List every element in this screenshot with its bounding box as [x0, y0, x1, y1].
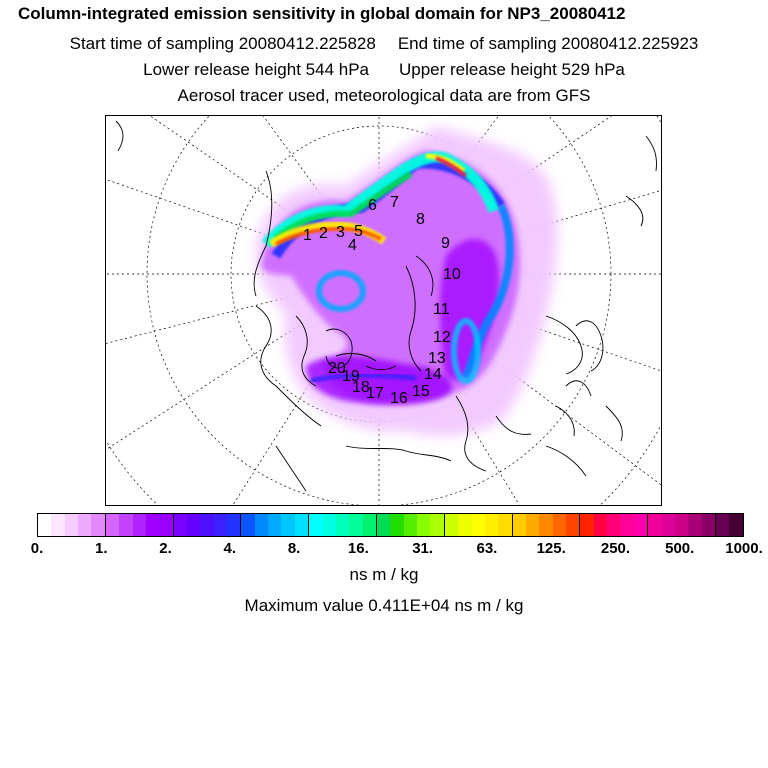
colorbar-cell	[579, 514, 593, 536]
colorbar-ticks	[0, 540, 768, 560]
colorbar-cell	[363, 514, 376, 536]
track-label: 8	[416, 211, 425, 228]
colorbar-cell	[566, 514, 579, 536]
colorbar-cell	[308, 514, 322, 536]
colorbar-cell	[376, 514, 390, 536]
colorbar-cell	[133, 514, 146, 536]
colorbar-cell	[485, 514, 498, 536]
colorbar-cell	[187, 514, 200, 536]
colorbar-cell	[78, 514, 91, 536]
colorbar-cell	[323, 514, 336, 536]
colorbar-cell	[91, 514, 104, 536]
colorbar-cell	[647, 514, 661, 536]
colorbar-cell	[634, 514, 647, 536]
lower-release-label: Lower release height 544 hPa	[143, 60, 369, 79]
colorbar-tick-label: 0.	[30, 540, 44, 557]
colorbar-cell	[662, 514, 675, 536]
track-label: 3	[336, 224, 345, 241]
colorbar-cell	[675, 514, 688, 536]
colorbar-tick-label: 31.	[412, 540, 434, 557]
colorbar-cell	[702, 514, 715, 536]
track-label: 2	[319, 225, 328, 242]
colorbar-cell	[512, 514, 526, 536]
colorbar-cell	[539, 514, 552, 536]
colorbar-cell	[255, 514, 268, 536]
colorbar-tick-label: 2.	[159, 540, 172, 557]
colorbar-cell	[173, 514, 187, 536]
colorbar-cell	[417, 514, 430, 536]
colorbar-tick-label: 1.	[95, 540, 108, 557]
upper-release-label: Upper release height 529 hPa	[399, 60, 625, 79]
colorbar-units: ns m / kg	[349, 565, 419, 584]
track-label: 14	[424, 366, 442, 383]
colorbar-cell	[553, 514, 566, 536]
colorbar-cell	[349, 514, 362, 536]
colorbar	[37, 513, 744, 537]
colorbar-cell	[336, 514, 349, 536]
track-label: 15	[412, 383, 430, 400]
colorbar-cell	[51, 514, 64, 536]
colorbar-tick-label: 250.	[600, 540, 631, 557]
track-label: 19	[342, 368, 360, 385]
track-label: 13	[428, 350, 446, 367]
colorbar-tick-label: 16.	[347, 540, 369, 557]
colorbar-cell	[498, 514, 511, 536]
maximum-value-label: Maximum value 0.411E+04 ns m / kg	[244, 596, 524, 615]
colorbar-cell	[620, 514, 633, 536]
sensitivity-map	[105, 115, 662, 506]
colorbar-cell	[444, 514, 458, 536]
map-canvas	[106, 116, 662, 506]
colorbar-cell	[240, 514, 254, 536]
end-sampling-label: End time of sampling 20080412.225923	[397, 34, 699, 53]
track-label: 12	[433, 329, 451, 346]
colorbar-tick-label: 63.	[476, 540, 498, 557]
title-line-1: Column-integrated emission sensitivity in global domain for NP3_20080412	[18, 4, 626, 23]
title-line-4: Aerosol tracer used, meteorological data are from GFS	[177, 86, 591, 105]
track-label: 9	[441, 235, 450, 252]
colorbar-tick-label: 1000.	[725, 540, 763, 557]
colorbar-cell	[146, 514, 159, 536]
colorbar-cell	[430, 514, 443, 536]
colorbar-cell	[227, 514, 240, 536]
track-label: 20	[328, 360, 346, 377]
track-label: 1	[303, 227, 312, 244]
colorbar-cell	[268, 514, 281, 536]
colorbar-cell	[281, 514, 294, 536]
colorbar-cell	[105, 514, 119, 536]
track-label: 11	[433, 301, 450, 318]
track-label: 18	[352, 379, 370, 396]
title-line-2	[0, 34, 768, 54]
colorbar-cell	[729, 514, 742, 536]
track-label: 7	[390, 194, 399, 211]
colorbar-cell	[38, 514, 51, 536]
title-line-3	[0, 60, 768, 80]
colorbar-cell	[214, 514, 227, 536]
colorbar-tick-label: 500.	[665, 540, 695, 557]
colorbar-cell	[295, 514, 308, 536]
colorbar-cell	[526, 514, 539, 536]
track-label: 4	[348, 237, 357, 254]
colorbar-tick-label: 8.	[287, 540, 301, 557]
colorbar-cell	[200, 514, 213, 536]
colorbar-cell	[472, 514, 485, 536]
colorbar-cell	[390, 514, 403, 536]
track-label: 5	[354, 223, 363, 240]
track-label: 17	[366, 385, 384, 402]
start-sampling-label: Start time of sampling 20080412.225828	[69, 34, 376, 53]
colorbar-cell	[65, 514, 78, 536]
track-label: 10	[443, 266, 461, 283]
track-label: 6	[368, 197, 377, 214]
colorbar-cell	[159, 514, 172, 536]
colorbar-cell	[607, 514, 620, 536]
colorbar-cell	[594, 514, 607, 536]
colorbar-tick-label: 4.	[223, 540, 237, 557]
colorbar-cell	[404, 514, 417, 536]
colorbar-cell	[715, 514, 729, 536]
colorbar-cell	[688, 514, 701, 536]
colorbar-tick-label: 125.	[536, 540, 566, 557]
track-label: 16	[390, 390, 408, 407]
colorbar-cell	[119, 514, 132, 536]
colorbar-cell	[458, 514, 471, 536]
